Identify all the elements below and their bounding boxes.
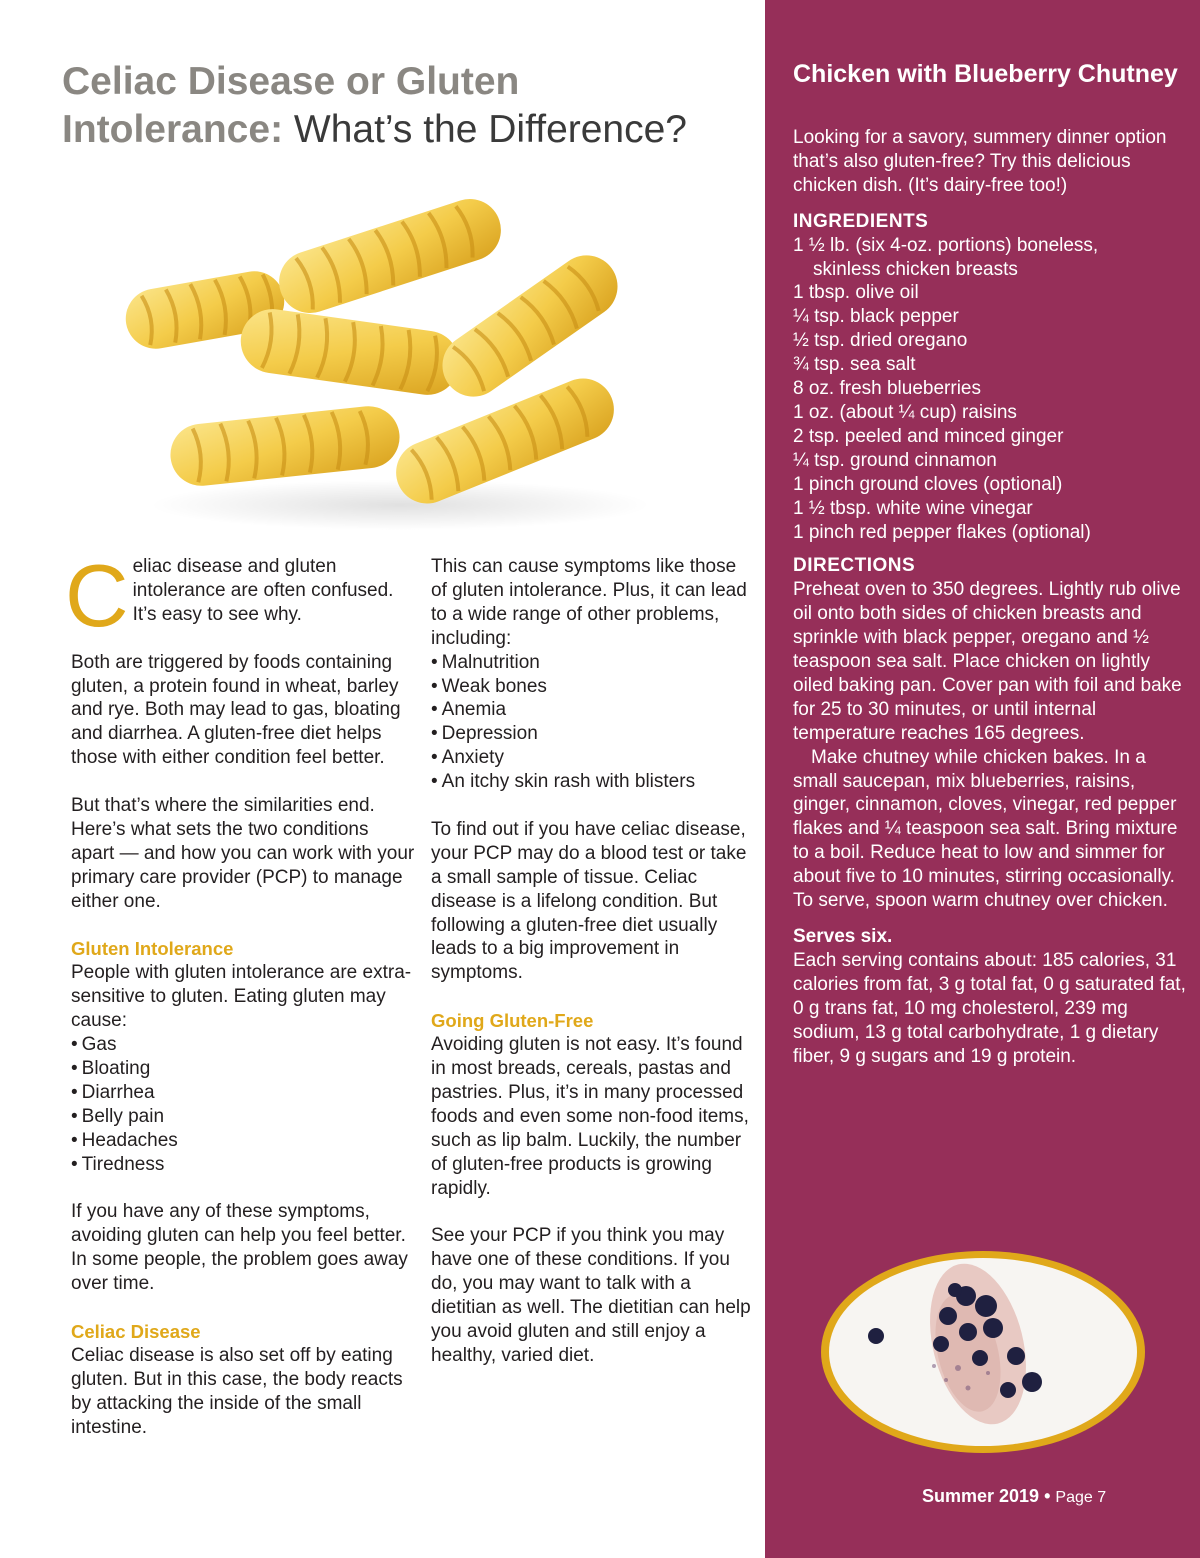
list-item: • Anxiety	[431, 746, 751, 770]
list-item: ¼ tsp. black pepper	[793, 306, 959, 328]
ingredients-heading: INGREDIENTS	[793, 210, 929, 232]
recipe-intro: Looking for a savory, summery dinner option that’s also gluten-free? Try this delicious chicken dish. (It’s dairy-free too!)	[793, 127, 1167, 196]
ingredients-list	[793, 234, 1188, 545]
chicken-dish-photo	[818, 1248, 1148, 1456]
article-title-bold: Celiac Disease or Gluten Intolerance:	[62, 60, 520, 151]
serves-heading: Serves six.	[793, 926, 893, 947]
page-number: Page 7	[1055, 1489, 1107, 1506]
article-title	[62, 58, 702, 154]
list-item: 1 pinch red pepper flakes (optional)	[793, 521, 1091, 543]
celiac-text: Celiac disease is also set off by eating gluten. But in this case, the body reacts by attacking the inside of the small intestine.	[71, 1344, 403, 1438]
celiac-text-continued: This can cause symptoms like those of gluten intolerance. Plus, it can lead to a wide range of other problems, including:	[431, 556, 747, 649]
list-item: • Malnutrition	[431, 651, 751, 675]
list-item: 1 ½ lb. (six 4-oz. portions) boneless,	[793, 234, 1099, 256]
list-item: 8 oz. fresh blueberries	[793, 378, 981, 400]
celiac-test-paragraph: To find out if you have celiac disease, your PCP may do a blood test or take a small sample of tissue. Celiac disease is a lifelong condition. But following a gluten-free diet usually leads to a big improvement in symptoms.	[431, 818, 747, 984]
recipe-body	[793, 126, 1188, 1068]
list-item: ¼ tsp. ground cinnamon	[793, 449, 997, 471]
list-item: • Weak bones	[431, 675, 751, 699]
list-item: 2 tsp. peeled and minced ginger	[793, 425, 1064, 447]
directions-step-1: Preheat oven to 350 degrees. Lightly rub olive oil onto both sides of chicken breasts and sprinkle with black pepper, oregano and ½ teaspoon sea salt. Place chicken on lightly oiled baking pan. Cover pan with foil and bake for 25 to 30 minutes, or until internal temperature reaches 165 degrees.	[793, 579, 1182, 744]
see-pcp-paragraph: See your PCP if you think you may have one of these conditions. If you do, you may want to talk with a dietitian as well. The dietitian can help you avoid gluten and still enjoy a healthy, varied diet.	[431, 1225, 751, 1366]
paragraph-differences: But that’s where the similarities end. Here’s what sets the two conditions apart — and how you can work with your primary care provider (PCP) to manage either one.	[71, 795, 415, 912]
page-footer	[922, 1486, 1106, 1507]
list-item: skinless chicken breasts	[813, 258, 1018, 280]
list-item: ¾ tsp. sea salt	[793, 354, 916, 376]
problem-list	[431, 651, 751, 794]
directions	[793, 578, 1188, 913]
list-item: • Diarrhea	[71, 1081, 416, 1105]
nutrition-info: Each serving contains about: 185 calories, 31 calories from fat, 3 g total fat, 0 g saturated fat, 0 g trans fat, 10 mg cholesterol, 239 mg sodium, 13 g total carbohydrate, 1 g dietary fiber, 9 g sugars and 19 g protein.	[793, 949, 1186, 1067]
list-item: 1 oz. (about ¼ cup) raisins	[793, 401, 1017, 423]
list-item: • Depression	[431, 722, 751, 746]
pasta-photo	[110, 185, 670, 545]
list-item: • Belly pain	[71, 1105, 416, 1129]
directions-heading: DIRECTIONS	[793, 555, 916, 577]
article-column-1	[65, 546, 416, 1463]
list-item: • Bloating	[71, 1057, 416, 1081]
issue-label: Summer 2019	[922, 1486, 1040, 1506]
gluten-intolerance-text: People with gluten intolerance are extra-sensitive to gluten. Eating gluten may cause:	[71, 962, 412, 1032]
list-item: • Gas	[71, 1033, 416, 1057]
directions-step-2: Make chutney while chicken bakes. In a small saucepan, mix blueberries, raisins, ginger, cinnamon, cloves, vinegar, red pepper flakes and ¼ teaspoon sea salt. Bring mixture to a boil. Reduce heat to low and simmer for about five to 10 minutes, stirring occasionally. To serve, spoon warm chutney over chicken.	[793, 746, 1178, 912]
list-item: • Anemia	[431, 698, 751, 722]
list-item: ½ tsp. dried oregano	[793, 330, 968, 352]
list-item: • Headaches	[71, 1129, 416, 1153]
list-item: 1 ½ tbsp. white wine vinegar	[793, 497, 1033, 519]
article-title-light: What’s the Difference?	[283, 108, 688, 151]
heading-gluten-intolerance: Gluten Intolerance	[71, 938, 234, 960]
symptom-list	[71, 1033, 416, 1176]
paragraph-both: Both are triggered by foods containing gluten, a protein found in wheat, barley and rye. Both may lead to gas, bloating and diarrhea. A gluten-free diet helps those with either condition feel better.	[71, 651, 401, 769]
intro-text: eliac disease and gluten intolerance are often confused. It’s easy to see why.	[132, 556, 394, 625]
list-item: 1 tbsp. olive oil	[793, 282, 919, 304]
recipe-title: Chicken with Blueberry Chutney	[793, 60, 1178, 88]
heading-celiac-disease: Celiac Disease	[71, 1320, 201, 1342]
footer-bullet: •	[1039, 1486, 1056, 1506]
gluten-intolerance-after: If you have any of these symptoms, avoiding gluten can help you feel better. In some people, the problem goes away over time.	[71, 1201, 408, 1295]
list-item: • Tiredness	[71, 1153, 416, 1177]
list-item: • An itchy skin rash with blisters	[431, 770, 751, 794]
drop-cap: C	[65, 546, 129, 645]
intro-paragraph	[65, 546, 416, 645]
list-item: 1 pinch ground cloves (optional)	[793, 473, 1063, 495]
article-column-2	[431, 555, 751, 1392]
heading-going-gluten-free: Going Gluten-Free	[431, 1010, 594, 1032]
going-gluten-free-text: Avoiding gluten is not easy. It’s found in most breads, cereals, pastas and pastries. Plus, it’s in many processed foods and even some non-food items, such as lip balm. Luckily, the number of gluten-free products is growing rapidly.	[431, 1034, 749, 1199]
